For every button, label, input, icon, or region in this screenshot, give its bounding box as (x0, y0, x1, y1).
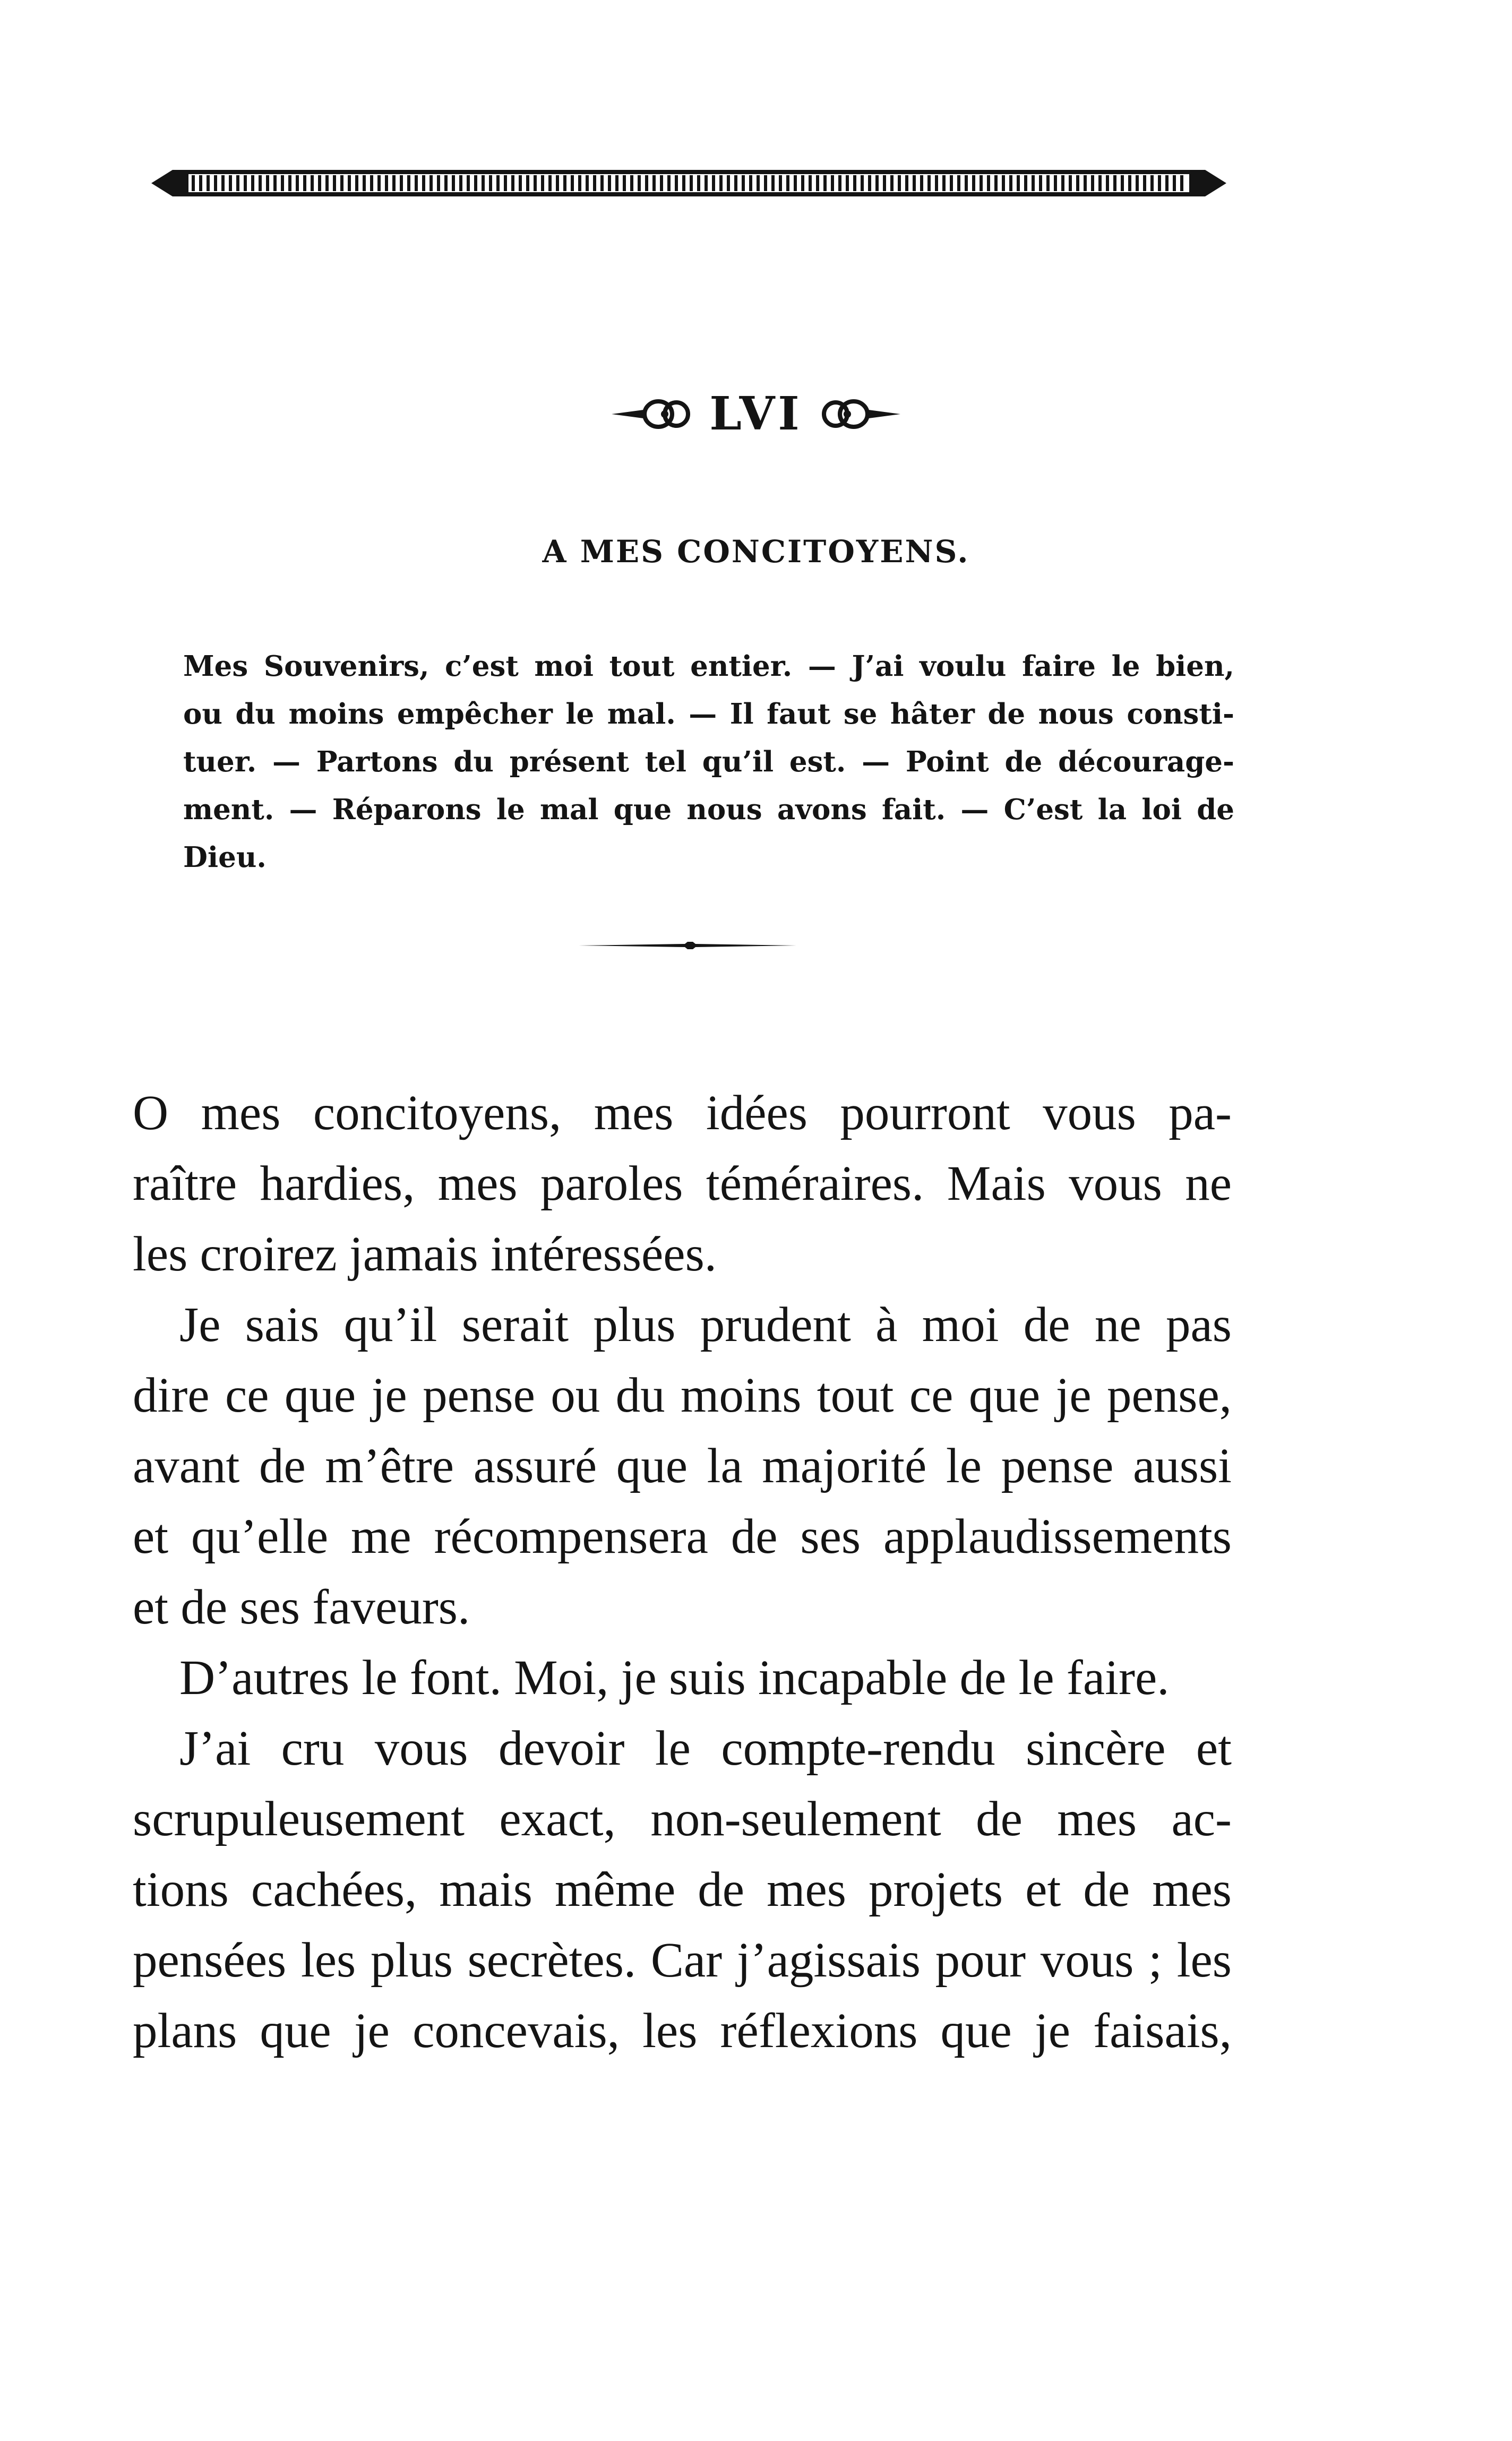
band-stroke (236, 175, 239, 191)
summary-line: ou du moins empêcher le mal. — Il faut se hâter de nous consti- (183, 698, 1234, 730)
body-line: Je sais qu’il serait plus prudent à moi de ne pas (179, 1297, 1232, 1352)
band-stroke (608, 175, 611, 191)
band-stroke (1158, 175, 1161, 191)
band-stroke (355, 175, 358, 191)
band-stroke (207, 175, 210, 191)
body-line: les croirez jamais intéressées. (133, 1227, 717, 1282)
band-stroke (377, 175, 381, 191)
band-stroke (898, 175, 901, 191)
body-line: et qu’elle me récompensera de ses applaudissements (133, 1509, 1232, 1564)
band-stroke (273, 175, 277, 191)
band-stroke (199, 175, 202, 191)
band-stroke (942, 175, 946, 191)
band-stroke (407, 175, 410, 191)
band-stroke (831, 175, 834, 191)
band-stroke (957, 175, 960, 191)
band-stroke (749, 175, 752, 191)
band-stroke (935, 175, 938, 191)
band-stroke (809, 175, 812, 191)
band-stroke (615, 175, 618, 191)
body-text (133, 1078, 1232, 2066)
band-stroke (1069, 175, 1072, 191)
band-stroke (474, 175, 477, 191)
band-stroke (980, 175, 983, 191)
band-stroke (1061, 175, 1064, 191)
scroll-ornament-left-icon (612, 398, 691, 430)
band-stroke (534, 175, 537, 191)
band-stroke (1136, 175, 1139, 191)
chapter-heading (0, 382, 1512, 446)
band-stroke (927, 175, 931, 191)
band-stroke (548, 175, 552, 191)
band-stroke (1039, 175, 1042, 191)
band-stroke (1054, 175, 1057, 191)
band-stroke (504, 175, 507, 191)
band-stroke (682, 175, 685, 191)
body-line: D’autres le font. Moi, je suis incapable de le faire. (179, 1651, 1170, 1705)
band-stroke (1143, 175, 1146, 191)
band-stroke (727, 175, 730, 191)
band-stroke (675, 175, 678, 191)
body-line: raître hardies, mes paroles téméraires. Mais vous ne (133, 1156, 1232, 1211)
band-stroke (875, 175, 879, 191)
chapter-number: LVI (709, 387, 803, 441)
band-stroke (229, 175, 232, 191)
band-stroke (281, 175, 284, 191)
band-stroke (883, 175, 886, 191)
band-stroke (214, 175, 217, 191)
band-stroke (1113, 175, 1116, 191)
chapter-title: A MES CONCITOYENS. (542, 534, 970, 570)
band-stroke (266, 175, 269, 191)
band-stroke (1032, 175, 1035, 191)
band-stroke (578, 175, 581, 191)
band-stroke (385, 175, 388, 191)
band-stroke (244, 175, 247, 191)
band-stroke (541, 175, 544, 191)
band-stroke (742, 175, 745, 191)
band-stroke (638, 175, 641, 191)
body-line: pensées les plus secrètes. Car j’agissais pour vous ; les (133, 1933, 1232, 1988)
band-stroke (311, 175, 314, 191)
band-stroke (994, 175, 998, 191)
band-stroke (333, 175, 336, 191)
band-stroke (1173, 175, 1176, 191)
band-stroke (586, 175, 589, 191)
band-stroke (600, 175, 604, 191)
band-stroke (786, 175, 789, 191)
band-stroke (1046, 175, 1050, 191)
band-stroke (288, 175, 291, 191)
band-stroke (913, 175, 916, 191)
band-stroke (734, 175, 737, 191)
band-stroke (645, 175, 648, 191)
summary-line: ment. — Réparons le mal que nous avons fait. — C’est la loi de (183, 793, 1234, 826)
band-stroke (563, 175, 566, 191)
band-stroke (437, 175, 440, 191)
band-stroke (705, 175, 708, 191)
body-line: plans que je concevais, les réflexions que je faisais, (133, 2004, 1232, 2058)
band-stroke (1180, 175, 1183, 191)
band-stroke (593, 175, 596, 191)
band-stroke (1106, 175, 1109, 191)
band-stroke (905, 175, 908, 191)
band-stroke (779, 175, 782, 191)
band-stroke (400, 175, 403, 191)
band-stroke (690, 175, 693, 191)
band-stroke (853, 175, 856, 191)
band-stroke (1017, 175, 1020, 191)
band-stroke (370, 175, 373, 191)
separator-rule (579, 940, 796, 951)
band-stroke (823, 175, 827, 191)
band-stroke (950, 175, 953, 191)
band-stroke (1076, 175, 1079, 191)
band-stroke (348, 175, 351, 191)
band-stroke (764, 175, 767, 191)
band-stroke (251, 175, 254, 191)
band-stroke (757, 175, 760, 191)
band-stroke (846, 175, 849, 191)
band-stroke (630, 175, 633, 191)
body-line: avant de m’être assuré que la majorité le pense aussi (133, 1439, 1232, 1493)
band-stroke (667, 175, 671, 191)
band-stroke (920, 175, 923, 191)
band-stroke (1084, 175, 1087, 191)
band-stroke (660, 175, 663, 191)
band-stroke (987, 175, 990, 191)
band-stroke (496, 175, 500, 191)
band-stroke (526, 175, 529, 191)
band-stroke (1165, 175, 1169, 191)
band-stroke (697, 175, 700, 191)
body-line: dire ce que je pense ou du moins tout ce que je pense, (133, 1368, 1232, 1423)
band-stroke (318, 175, 321, 191)
band-stroke (719, 175, 723, 191)
band-stroke (519, 175, 522, 191)
band-stroke (623, 175, 626, 191)
band-stroke (363, 175, 366, 191)
band-stroke (192, 175, 195, 191)
band-stroke (392, 175, 396, 191)
band-stroke (489, 175, 492, 191)
band-stroke (429, 175, 433, 191)
band-stroke (415, 175, 418, 191)
band-stroke (861, 175, 864, 191)
band-stroke (259, 175, 262, 191)
band-stroke (771, 175, 775, 191)
band-stroke (1002, 175, 1005, 191)
band-stroke (296, 175, 299, 191)
band-stroke (816, 175, 819, 191)
band-stroke (712, 175, 715, 191)
band-stroke (652, 175, 656, 191)
band-stroke (467, 175, 470, 191)
band-stroke (482, 175, 485, 191)
scroll-ornament-right-icon (821, 398, 900, 430)
body-line: tions cachées, mais même de mes projets et de mes (133, 1862, 1232, 1917)
band-stroke (1098, 175, 1102, 191)
band-stroke (1009, 175, 1012, 191)
body-line: et de ses faveurs. (133, 1580, 470, 1635)
band-stroke (868, 175, 871, 191)
band-stroke (325, 175, 329, 191)
band-stroke (1024, 175, 1027, 191)
band-stroke (340, 175, 343, 191)
header-ornament-band (151, 166, 1226, 201)
body-line: scrupuleusement exact, non-seulement de mes ac- (133, 1792, 1232, 1846)
band-stroke (303, 175, 306, 191)
body-line: J’ai cru vous devoir le compte-rendu sincère et (179, 1721, 1232, 1776)
band-stroke (1150, 175, 1154, 191)
band-stroke (444, 175, 448, 191)
band-stroke (965, 175, 968, 191)
band-stroke (556, 175, 559, 191)
chapter-summary (183, 642, 1234, 881)
summary-line: Mes Souvenirs, c’est moi tout entier. — J’ai voulu faire le bien, (183, 650, 1234, 683)
band-stroke (1121, 175, 1124, 191)
band-stroke (890, 175, 894, 191)
band-stroke (838, 175, 841, 191)
band-stroke (221, 175, 225, 191)
band-stroke (972, 175, 975, 191)
body-line: O mes concitoyens, mes idées pourront vous pa- (133, 1086, 1232, 1140)
band-stroke (452, 175, 455, 191)
band-stroke (1128, 175, 1131, 191)
band-stroke (459, 175, 462, 191)
band-stroke (511, 175, 514, 191)
band-stroke (801, 175, 804, 191)
band-stroke (1091, 175, 1094, 191)
band-stroke (794, 175, 797, 191)
band-stroke (571, 175, 574, 191)
band-stroke (422, 175, 425, 191)
summary-line: tuer. — Partons du présent tel qu’il est. — Point de décourage- (183, 745, 1234, 778)
summary-line: Dieu. (183, 841, 267, 874)
